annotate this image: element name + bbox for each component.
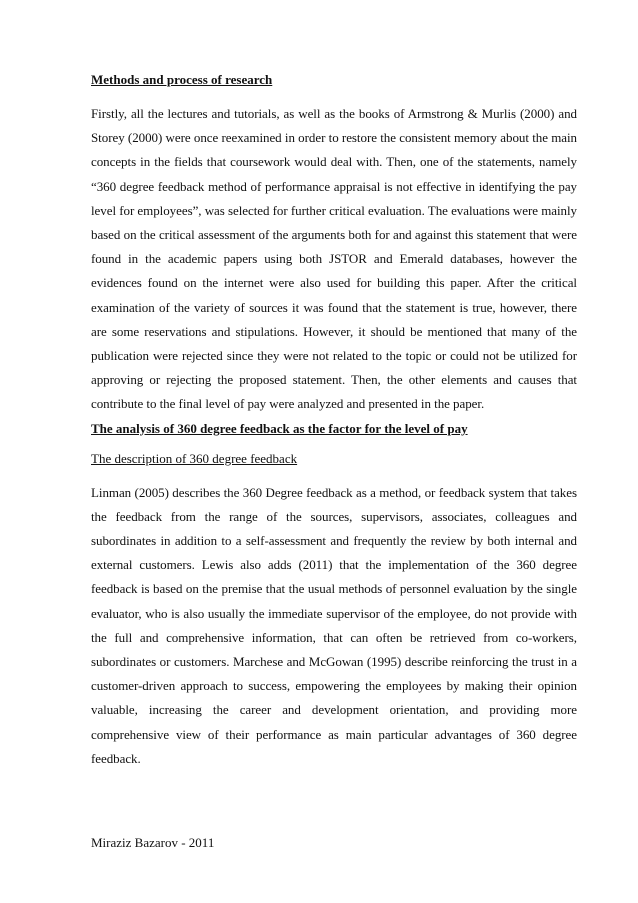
subsection-heading-description: The description of 360 degree feedback bbox=[91, 450, 298, 466]
page-footer-author: Miraziz Bazarov - 2011 bbox=[91, 835, 215, 850]
section-heading-methods: Methods and process of research bbox=[91, 72, 273, 87]
section-heading-analysis: The analysis of 360 degree feedback as the factor for the level of pay bbox=[91, 420, 468, 436]
document-page bbox=[91, 72, 577, 777]
methods-paragraph: Firstly, all the lectures and tutorials, as well as the books of Armstrong & Murlis (2000) and Storey (2000) were once reexamined in order to restore the consistent memory about the main concepts in the fields that coursework would deal with. Then, one of the statements, namely “360 degree feedback method of performance appraisal is not effective in identifying the pay level for employees”, was selected for further critical evaluation. The evaluations were mainly based on the critical assessment of the arguments both for and against this statement that were found in the academic papers using both JSTOR and Emerald databases, however the evidences found on the internet were also used for building this paper. After the critical examination of the variety of sources it was found that the statement is true, however, there are some reservations and stipulations. However, it should be mentioned that many of the publication were rejected since they were not related to the topic or could not be utilized for approving or rejecting the proposed statement. Then, the other elements and causes that contribute to the final level of pay were analyzed and presented in the paper. bbox=[91, 106, 577, 412]
description-paragraph: Linman (2005) describes the 360 Degree feedback as a method, or feedback system that takes the feedback from the range of the sources, supervisors, associates, colleagues and subordinates in addition to a self-assessment and frequently the review by both internal and external customers. Lewis also adds (2011) that the implementation of the 360 degree feedback is based on the premise that the usual methods of personnel evaluation by the single evaluator, who is also usually the immediate supervisor of the employee, do not provide with the full and comprehensive information, that can often be retrieved from co-workers, subordinates or customers. Marchese and McGowan (1995) describe reinforcing the trust in a customer-driven approach to success, empowering the employees by making their opinion valuable, increasing the career and development orientation, and providing more comprehensive view of their performance as main particular advantages of 360 degree feedback. bbox=[91, 484, 577, 766]
